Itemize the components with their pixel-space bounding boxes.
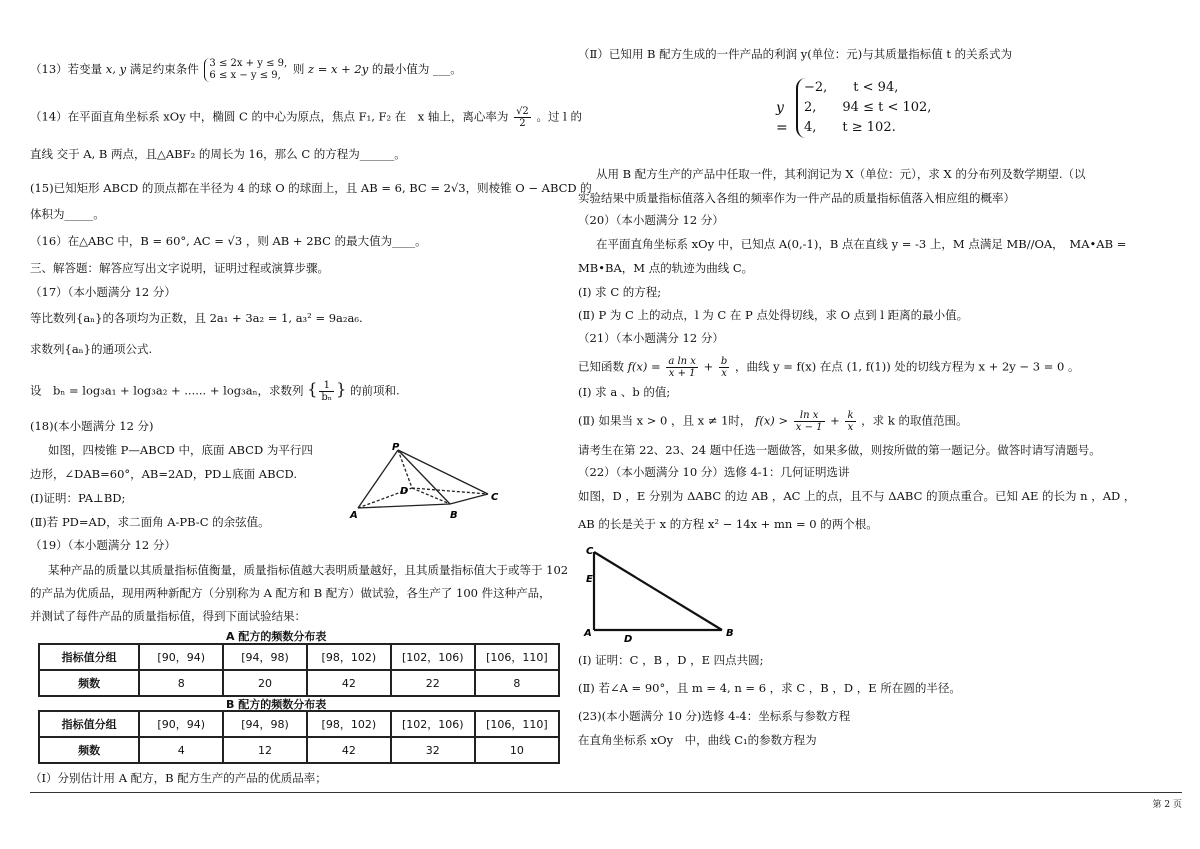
question-20-line4: (Ⅱ) P 为 C 上的动点，l 为 C 在 P 点处得切线，求 O 点到 l 距离的最小值。 [578,308,969,322]
table-row: 指标值分组 [90，94) [94，98) [98，102) [102，106) [106，110] [39,644,559,670]
question-19-part2-line2: 从用 B 配方生产的产品中任取一件，其利润记为 X（单位：元），求 X 的分布列及数学期望.（以 [596,167,1086,181]
label-a: A [350,510,358,521]
table-b [38,710,560,764]
table-a-caption: A 配方的频数分布表 [226,630,327,643]
question-17-head: （17）（本小题满分 12 分） [30,285,176,299]
question-23-head: (23)(本小题满分 10 分)选修 4-4：坐标系与参数方程 [578,709,851,723]
question-20-head: （20）（本小题满分 12 分） [578,213,724,227]
question-18-line1: 如图，四棱锥 P—ABCD 中，底面 ABCD 为平行四 [48,443,313,457]
question-21-line2: (Ⅰ) 求 a 、b 的值; [578,385,671,399]
question-18-line2: 边形，∠DAB=60°，AB=2AD，PD⊥底面 ABCD. [30,467,298,481]
label-e: E [586,574,593,585]
table-a [38,643,560,697]
pyramid-figure [348,442,528,522]
label-c: C [586,546,594,557]
question-19-part2: （Ⅱ）已知用 B 配方生成的一件产品的利润 y(单位：元)与其质量指标值 t 的关系式为 [578,47,1013,61]
question-21-line3: (Ⅱ) 如果当 x > 0 ，且 x ≠ 1时， f(x) > $\frac{\text{ln x}}{x - 1}$ + $\frac{k}{x}$ ，求 k 的取值范围。 [578,410,968,433]
question-15-line1: (15)已知矩形 ABCD 的顶点都在半径为 4 的球 O 的球面上，且 AB = 6, BC = 2√3，则棱锥 O − ABCD 的 [30,181,592,195]
question-21-head: （21）（本小题满分 12 分） [578,331,724,345]
question-23-line1: 在直角坐标系 xOy 中，曲线 C₁的参数方程为 [578,733,817,747]
question-19-part1: （Ⅰ）分别估计用 A 配方，B 配方生产的产品的优质品率； [30,771,327,785]
question-21-line1: 已知函数 f(x) = $\frac{\text{a ln x}}{x + 1}$ + $\frac{b}{x}$ ，曲线 y = f(x) 在点 (1, f(1)) 处的切线方程为 x + 2y − 3 = 0 。 [578,356,1080,379]
reciprocal-fraction: $\frac{1}{\text{bₙ}}$ [321,380,333,403]
question-18-head: (18)(本小题满分 12 分) [30,419,154,433]
eccentricity-fraction: $\frac{√2}{2}$ [516,106,529,129]
label-d: D [624,634,633,644]
question-22-line4: (Ⅱ) 若∠A = 90°，且 m = 4, n = 6 ，求 C ，B ，D ，E 所在圆的半径。 [578,681,961,695]
question-19-part2-line3: 实验结果中质量指标值落入各组的频率作为一件产品的质量指标值落入相应组的概率） [578,191,1015,205]
label-a: A [584,628,592,639]
question-19-line1: 某种产品的质量以其质量指标值衡量，质量指标值越大表明质量越好，且其质量指标值大于或等于 102 [48,563,569,577]
question-22-line3: (Ⅰ) 证明：C ，B ，D ，E 四点共圆; [578,653,764,667]
question-19-head: （19）（本小题满分 12 分） [30,538,176,552]
question-17-line3: 设 bₙ = log₃a₁ + log₃a₂ + ...... + log₃aₙ，求数列 { $\frac{1}{\text{bₙ}}$ } 的前项和. [30,379,400,403]
question-22-line1: 如图，D ，E 分别为 ΔABC 的边 AB ，AC 上的点，且不与 ΔABC 的顶点重合。已知 AE 的长为 n ，AD ， [578,489,1136,503]
question-20-line1: 在平面直角坐标系 xOy 中，已知点 A(0,-1)，B 点在直线 y = -3 上，M 点满足 MB//OA， MA•AB = [596,237,1127,251]
table-row: 频数 8 20 42 22 8 [39,670,559,696]
instructions: 请考生在第 22、23、24 题中任选一题做答，如果多做，则按所做的第一题记分。做答时请写清题号。 [578,443,1101,457]
question-19-line2: 的产品为优质品，现用两种新配方（分别称为 A 配方和 B 配方）做试验，各生产了 100 件这种产品， [30,586,551,600]
section-heading: 三、解答题：解答应写出文字说明，证明过程或演算步骤。 [30,261,329,275]
table-row: 指标值分组 [90，94) [94，98) [98，102) [102，106) [106，110] [39,711,559,737]
question-17-line2: 求数列{aₙ}的通项公式. [30,342,153,356]
question-22-line2: AB 的长是关于 x 的方程 x² − 14x + mn = 0 的两个根。 [578,517,878,531]
triangle-figure [580,544,750,644]
question-18-line4: (Ⅱ)若 PD=AD，求二面角 A-PB-C 的余弦值。 [30,515,270,529]
question-14-line2: 直线 交于 A, B 两点，且△ABF₂ 的周长为 16，那么 C 的方程为______。 [30,147,406,161]
table-b-caption: B 配方的频数分布表 [226,698,327,711]
page-number: 第 2 页 [1152,800,1182,810]
question-16: （16）在△ABC 中，B = 60°, AC = √3 ，则 AB + 2BC 的最大值为____。 [30,234,427,248]
question-14-line1: （14）在平面直角坐标系 xOy 中，椭圆 C 的中心为原点，焦点 F₁, F₂ 在 x 轴上，离心率为 $\frac{√2}{2}$ 。过 l 的 [30,106,582,129]
question-20-line3: (Ⅰ) 求 C 的方程; [578,285,662,299]
question-18-line3: (Ⅰ)证明：PA⊥BD; [30,491,126,505]
question-17-line1: 等比数列{aₙ}的各项均为正数，且 2a₁ + 3a₂ = 1, a₃² = 9a₂a₆. [30,311,363,325]
question-15-line2: 体积为_____。 [30,207,105,221]
label-p: P [392,442,400,453]
constraint-system: 3 ≤ 2x + y ≤ 9, 6 ≤ x − y ≤ 9, [204,58,287,82]
table-row: 频数 4 12 42 32 10 [39,737,559,763]
label-b: B [450,510,458,521]
question-13: （13）若变量 x, y 满足约束条件 3 ≤ 2x + y ≤ 9, 6 ≤ x − y ≤ 9, 则 z = x + 2y 的最小值为 ___。 [30,58,462,81]
label-b: B [726,628,734,639]
label-c: C [491,492,499,503]
question-22-head: （22）（本小题满分 10 分）选修 4-1：几何证明选讲 [578,465,850,479]
footer-rule [30,792,1182,793]
question-20-line2: MB•BA，M 点的轨迹为曲线 C。 [578,261,754,275]
question-19-line3: 并测试了每件产品的质量指标值，得到下面试验结果： [30,609,306,623]
label-d: D [400,486,409,497]
